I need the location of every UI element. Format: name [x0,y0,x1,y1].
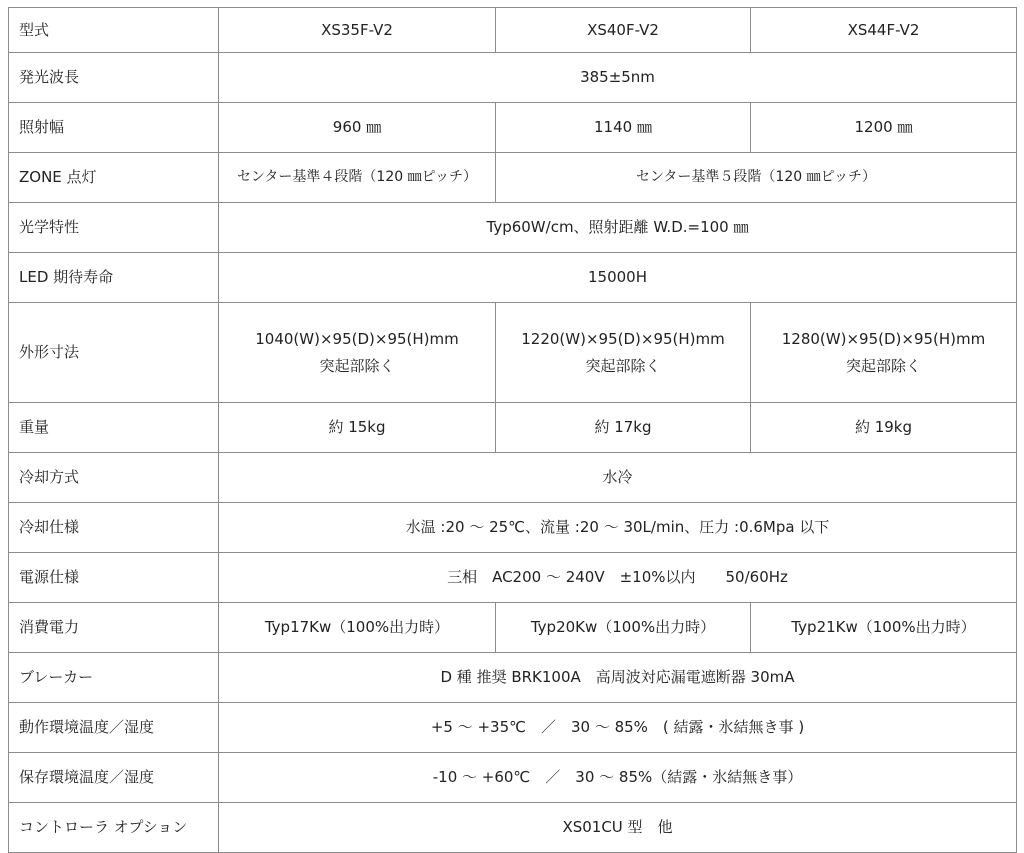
table-cell [496,303,751,403]
table-cell: Typ21Kw（100%出力時） [751,603,1017,653]
table-row [9,703,1017,753]
table-row [9,103,1017,153]
table-cell: Typ60W/cm、照射距離 W.D.=100 ㎜ [219,203,1017,253]
table-row [9,453,1017,503]
table-cell: センター基準４段階（120 ㎜ピッチ） [219,153,496,203]
row-label: 冷却方式 [9,453,219,503]
table-cell: 約 15kg [219,403,496,453]
table-cell: 1200 ㎜ [751,103,1017,153]
row-label: 外形寸法 [9,303,219,403]
table-row [9,753,1017,803]
row-label: 消費電力 [9,603,219,653]
table-cell: Typ20Kw（100%出力時） [496,603,751,653]
row-label: 保存環境温度／湿度 [9,753,219,803]
cell-line: 1220(W)×95(D)×95(H)mm [521,329,725,348]
row-label: 型式 [9,8,219,53]
cell-line: 突起部除く [585,356,661,375]
table-row [9,803,1017,853]
spec-table-body [9,8,1017,853]
table-row [9,203,1017,253]
table-cell: 385±5nm [219,53,1017,103]
table-cell: 960 ㎜ [219,103,496,153]
row-label: 冷却仕様 [9,503,219,553]
cell-line: 突起部除く [319,356,395,375]
table-cell: 水温 :20 ～ 25℃、流量 :20 ～ 30L/min、圧力 :0.6Mpa 以下 [219,503,1017,553]
row-label: 発光波長 [9,53,219,103]
table-row [9,603,1017,653]
table-cell: XS35F-V2 [219,8,496,53]
row-label: ZONE 点灯 [9,153,219,203]
table-cell: 水冷 [219,453,1017,503]
table-row [9,553,1017,603]
table-row [9,403,1017,453]
row-label: LED 期待寿命 [9,253,219,303]
cell-line: 突起部除く [845,356,921,375]
table-cell: XS40F-V2 [496,8,751,53]
table-row [9,503,1017,553]
table-cell: -10 ～ +60℃ ／ 30 ～ 85%（結露・氷結無き事） [219,753,1017,803]
table-cell: 15000H [219,253,1017,303]
cell-line: 1280(W)×95(D)×95(H)mm [781,329,986,348]
table-row [9,303,1017,403]
row-label: 動作環境温度／湿度 [9,703,219,753]
table-cell: 約 17kg [496,403,751,453]
table-cell: 1140 ㎜ [496,103,751,153]
table-cell [751,303,1017,403]
row-label: 重量 [9,403,219,453]
table-row [9,53,1017,103]
table-cell: 約 19kg [751,403,1017,453]
row-label: 電源仕様 [9,553,219,603]
table-cell: XS44F-V2 [751,8,1017,53]
table-cell: 三相 AC200 ～ 240V ±10%以内 50/60Hz [219,553,1017,603]
table-row [9,653,1017,703]
table-row [9,153,1017,203]
row-label: 照射幅 [9,103,219,153]
table-row [9,253,1017,303]
table-cell: センター基準５段階（120 ㎜ピッチ） [496,153,1017,203]
row-label: ブレーカー [9,653,219,703]
row-label: 光学特性 [9,203,219,253]
table-cell: +5 ～ +35℃ ／ 30 ～ 85% ( 結露・氷結無き事 ) [219,703,1017,753]
table-cell: D 種 推奨 BRK100A 高周波対応漏電遮断器 30mA [219,653,1017,703]
row-label: コントローラ オプション [9,803,219,853]
spec-table [8,7,1017,853]
table-cell: XS01CU 型 他 [219,803,1017,853]
cell-line: 1040(W)×95(D)×95(H)mm [255,329,459,348]
table-cell [219,303,496,403]
table-cell: Typ17Kw（100%出力時） [219,603,496,653]
table-row [9,8,1017,53]
